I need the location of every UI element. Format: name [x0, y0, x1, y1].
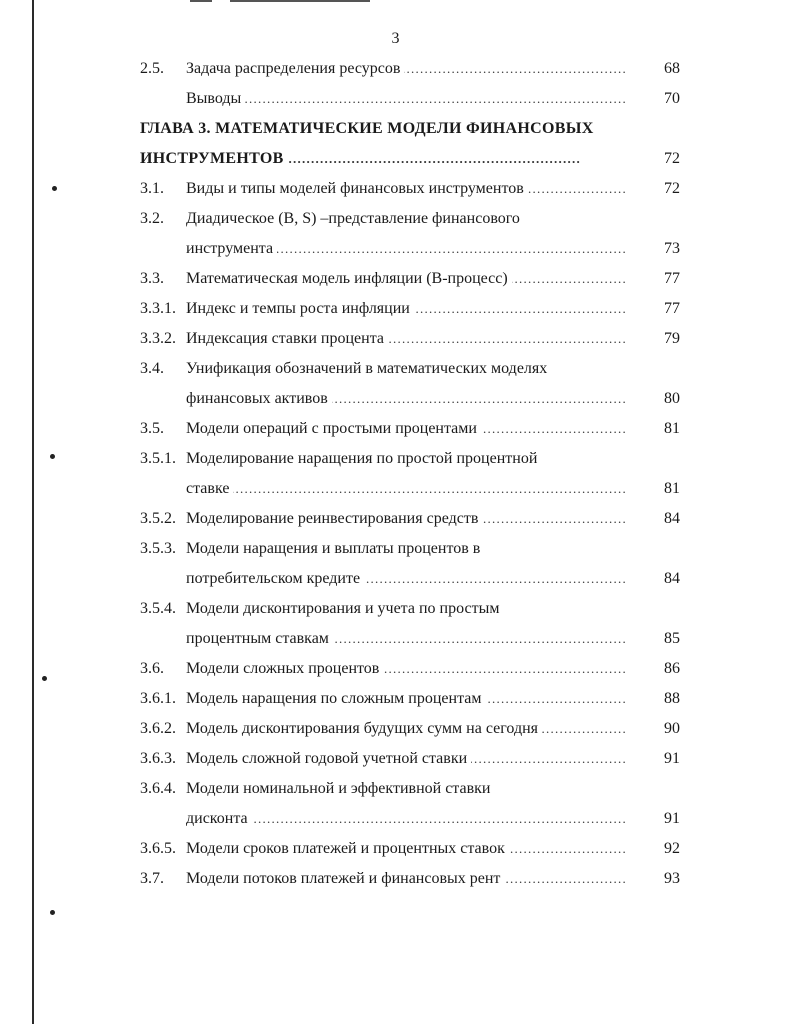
toc-entry-number: 3.7.	[140, 870, 164, 887]
toc-entry-title[interactable]: Моделирование наращения по простой процентной	[186, 450, 541, 467]
toc-entry-number: 3.5.4.	[140, 600, 176, 617]
toc-entry-line	[0, 172, 791, 202]
toc-entry-line	[0, 682, 791, 712]
toc-entry-line	[0, 562, 791, 592]
toc-entry-line	[0, 772, 791, 802]
table-of-contents	[0, 52, 791, 892]
toc-entry-title[interactable]: Модель дисконтирования будущих сумм на сегодня	[186, 720, 542, 737]
toc-entry-line	[0, 802, 791, 832]
toc-entry-line	[0, 202, 791, 232]
toc-entry-number: 3.5.2.	[140, 510, 176, 527]
toc-entry-page: 90	[664, 720, 680, 737]
toc-entry-number: 3.6.5.	[140, 840, 176, 857]
toc-entry-number: 3.3.1.	[140, 300, 176, 317]
toc-entry-line	[0, 712, 791, 742]
toc-entry-title[interactable]: Математическая модель инфляции (B-процесс)	[186, 270, 512, 287]
toc-entry-title[interactable]: ГЛАВА 3. МАТЕМАТИЧЕСКИЕ МОДЕЛИ ФИНАНСОВЫХ	[140, 120, 598, 137]
toc-entry-line	[0, 352, 791, 382]
toc-entry-title[interactable]: Виды и типы моделей финансовых инструментов	[186, 180, 528, 197]
toc-entry-line	[0, 442, 791, 472]
toc-entry-line	[0, 472, 791, 502]
toc-entry-page: 72	[664, 180, 680, 197]
toc-entry-line	[0, 832, 791, 862]
toc-entry-page: 77	[664, 300, 680, 317]
toc-entry-page: 80	[664, 390, 680, 407]
toc-entry-title[interactable]: Модели потоков платежей и финансовых рент	[186, 870, 504, 887]
toc-entry-line	[0, 412, 791, 442]
toc-entry-number: 3.6.2.	[140, 720, 176, 737]
toc-entry-line	[0, 142, 791, 172]
toc-entry-title[interactable]: Модели операций с простыми процентами	[186, 420, 481, 437]
toc-entry-title[interactable]: ставке	[186, 480, 233, 497]
toc-entry-number: 3.6.4.	[140, 780, 176, 797]
toc-entry-page: 84	[664, 510, 680, 527]
toc-entry-title[interactable]: инструмента	[186, 240, 277, 257]
toc-entry-title[interactable]: Модели сложных процентов	[186, 660, 383, 677]
toc-entry-page: 92	[664, 840, 680, 857]
toc-entry-line	[0, 82, 791, 112]
toc-entry-line	[0, 292, 791, 322]
toc-entry-number: 3.2.	[140, 210, 164, 227]
scan-top-mark	[190, 0, 212, 2]
toc-entry-page: 70	[664, 90, 680, 107]
toc-entry-title[interactable]: Выводы	[186, 90, 245, 107]
toc-entry-title[interactable]: Диадическое (B, S) –представление финансового	[186, 210, 524, 227]
toc-entry-number: 3.1.	[140, 180, 164, 197]
toc-entry-line	[0, 622, 791, 652]
toc-entry-title[interactable]: потребительском кредите	[186, 570, 364, 587]
toc-entry-title[interactable]: ИНСТРУМЕНТОВ	[140, 150, 288, 167]
toc-entry-title[interactable]: Модель сложной годовой учетной ставки	[186, 750, 471, 767]
toc-entry-title[interactable]: Модели наращения и выплаты процентов в	[186, 540, 484, 557]
toc-entry-number: 3.6.3.	[140, 750, 176, 767]
toc-entry-page: 81	[664, 480, 680, 497]
toc-entry-title[interactable]: Задача распределения ресурсов	[186, 60, 404, 77]
page-number: 3	[391, 30, 400, 47]
toc-entry-number: 3.5.1.	[140, 450, 176, 467]
toc-entry-page: 72	[664, 150, 680, 167]
toc-entry-line	[0, 262, 791, 292]
toc-entry-number: 3.3.	[140, 270, 164, 287]
toc-entry-number: 3.4.	[140, 360, 164, 377]
toc-entry-title[interactable]: Унификация обозначений в математических моделях	[186, 360, 551, 377]
toc-entry-title[interactable]: Моделирование реинвестирования средств	[186, 510, 482, 527]
toc-entry-page: 79	[664, 330, 680, 347]
toc-entry-page: 91	[664, 750, 680, 767]
toc-entry-title[interactable]: финансовых активов	[186, 390, 332, 407]
toc-entry-page: 84	[664, 570, 680, 587]
toc-entry-number: 3.6.	[140, 660, 164, 677]
toc-entry-number: 3.5.3.	[140, 540, 176, 557]
toc-entry-line	[0, 112, 791, 142]
toc-entry-line	[0, 742, 791, 772]
toc-entry-line	[0, 322, 791, 352]
toc-entry-title[interactable]: Модели дисконтирования и учета по простым	[186, 600, 503, 617]
toc-entry-title[interactable]: Модели сроков платежей и процентных ставок	[186, 840, 509, 857]
toc-entry-title[interactable]: Модели номинальной и эффективной ставки	[186, 780, 494, 797]
toc-entry-number: 2.5.	[140, 60, 164, 77]
toc-entry-line	[0, 652, 791, 682]
toc-entry-page: 73	[664, 240, 680, 257]
scan-speck	[50, 910, 55, 915]
toc-entry-title[interactable]: Индексация ставки процента	[186, 330, 388, 347]
toc-entry-title[interactable]: Индекс и темпы роста инфляции	[186, 300, 414, 317]
toc-entry-page: 77	[664, 270, 680, 287]
toc-entry-page: 93	[664, 870, 680, 887]
toc-entry-line	[0, 862, 791, 892]
scan-top-mark	[230, 0, 370, 2]
toc-entry-line	[0, 52, 791, 82]
toc-entry-page: 85	[664, 630, 680, 647]
toc-entry-number: 3.3.2.	[140, 330, 176, 347]
toc-entry-line	[0, 502, 791, 532]
toc-entry-title[interactable]: процентным ставкам	[186, 630, 333, 647]
toc-entry-line	[0, 532, 791, 562]
toc-entry-title[interactable]: дисконта	[186, 810, 252, 827]
toc-entry-page: 81	[664, 420, 680, 437]
toc-entry-line	[0, 592, 791, 622]
toc-entry-page: 68	[664, 60, 680, 77]
toc-entry-page: 86	[664, 660, 680, 677]
toc-entry-number: 3.6.1.	[140, 690, 176, 707]
toc-entry-page: 91	[664, 810, 680, 827]
toc-entry-line	[0, 382, 791, 412]
toc-entry-title[interactable]: Модель наращения по сложным процентам	[186, 690, 486, 707]
toc-entry-line	[0, 232, 791, 262]
toc-entry-page: 88	[664, 690, 680, 707]
toc-entry-number: 3.5.	[140, 420, 164, 437]
